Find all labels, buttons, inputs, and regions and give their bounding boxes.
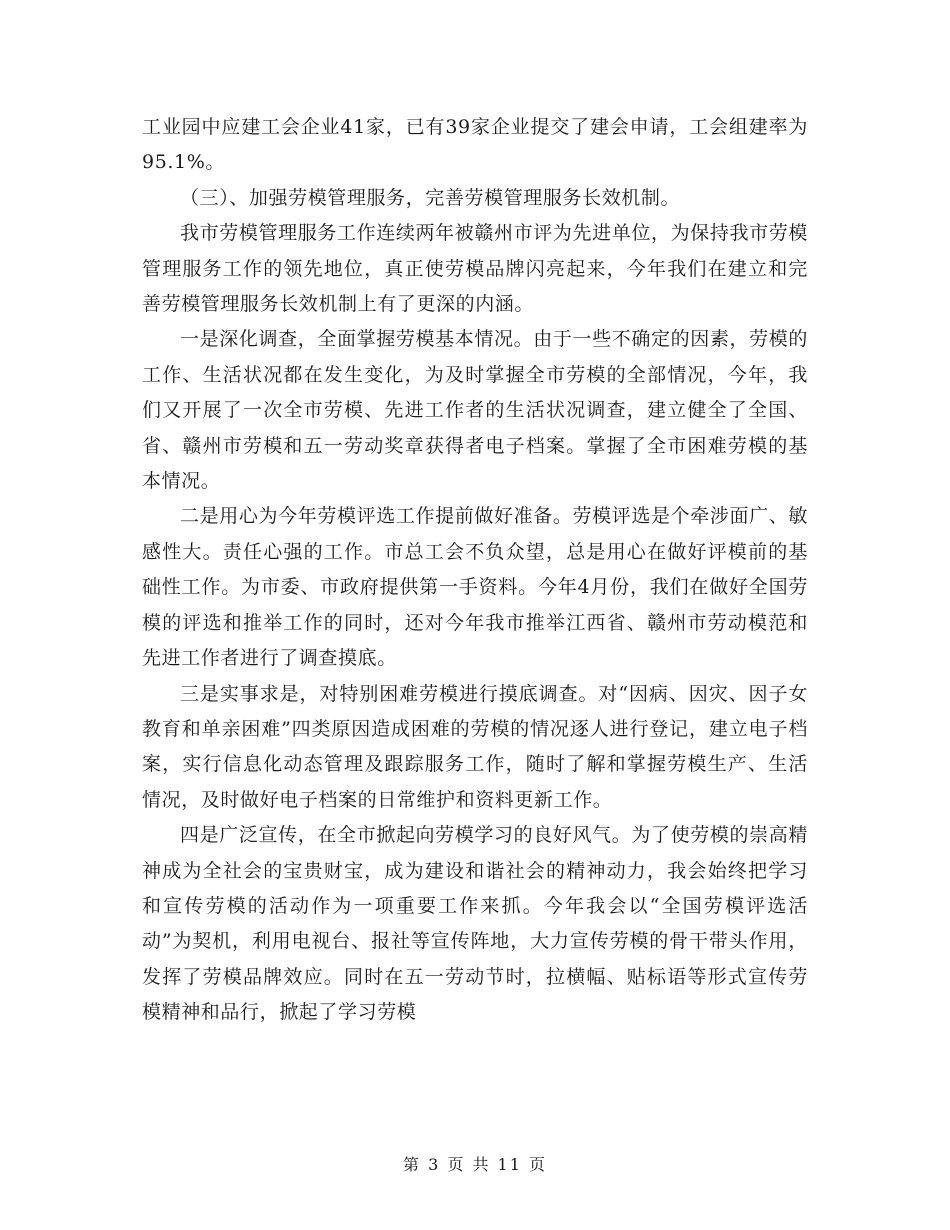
paragraph: 我市劳模管理服务工作连续两年被赣州市评为先进单位，为保持我市劳模管理服务工作的领先地位，真正使劳模品牌闪亮起来，今年我们在建立和完善劳模管理服务长效机制上有了更深的内涵。	[142, 222, 808, 316]
paragraph: 四是广泛宣传，在全市掀起向劳模学习的良好风气。为了使劳模的崇高精神成为全社会的宝贵财宝，成为建设和谐社会的精神动力，我会始终把学习和宣传劳模的活动作为一项重要工作来抓。今年我会以“全国劳模评选活动”为契机，利用电视台、报社等宣传阵地，大力宣传劳模的骨干带头作用，发挥了劳模品牌效应。同时在五一劳动节时，拉横幅、贴标语等形式宣传劳模精神和品行，掀起了学习劳模	[142, 824, 808, 1024]
page-number-footer: 第 3 页 共 11 页	[403, 1155, 547, 1174]
paragraph: 二是用心为今年劳模评选工作提前做好准备。劳模评选是个牵涉面广、敏感性大。责任心强的工作。市总工会不负众望，总是用心在做好评模前的基础性工作。为市委、市政府提供第一手资料。今年4月份，我们在做好全国劳模的评选和推举工作的同时，还对今年我市推举江西省、赣州市劳动模范和先进工作者进行了调查摸底。	[142, 505, 808, 670]
section-heading: （三）、加强劳模管理服务，完善劳模管理服务长效机制。	[180, 186, 681, 209]
document-body	[142, 110, 808, 1031]
paragraph: 一是深化调查，全面掌握劳模基本情况。由于一些不确定的因素，劳模的工作、生活状况都在发生变化，为及时掌握全市劳模的全部情况，今年，我们又开展了一次全市劳模、先进工作者的生活状况调查，建立健全了全国、省、赣州市劳模和五一劳动奖章获得者电子档案。掌握了全市困难劳模的基本情况。	[142, 328, 808, 493]
paragraph: 三是实事求是，对特别困难劳模进行摸底调查。对“因病、因灾、因子女教育和单亲困难”四类原因造成困难的劳模的情况逐人进行登记，建立电子档案，实行信息化动态管理及跟踪服务工作，随时了解和掌握劳模生产、生活情况，及时做好电子档案的日常维护和资料更新工作。	[142, 682, 808, 811]
paragraph-continuation: 工业园中应建工会企业41家，已有39家企业提交了建会申请，工会组建率为95.1%。	[142, 116, 808, 174]
